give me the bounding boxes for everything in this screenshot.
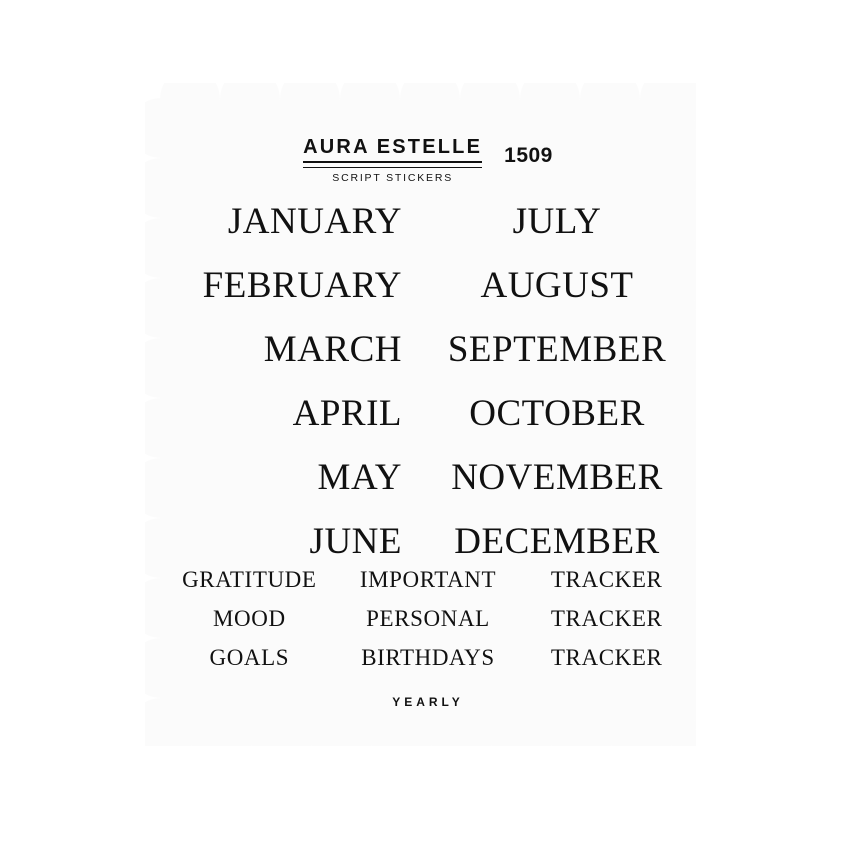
month-label: APRIL: [292, 393, 402, 434]
month-label: FEBRUARY: [202, 265, 402, 306]
brand-subtitle: SCRIPT STICKERS: [303, 167, 482, 184]
scalloped-sticker-sheet: [160, 98, 696, 746]
tracker-grid: [160, 560, 696, 677]
month-label: MARCH: [263, 329, 402, 370]
brand-name: AURA ESTELLE: [303, 136, 482, 163]
tracker-label: TRACKER: [550, 645, 663, 670]
tracker-label: TRACKER: [550, 606, 663, 631]
tracker-label: GRATITUDE: [182, 567, 317, 592]
month-label: DECEMBER: [454, 521, 660, 562]
month-label: NOVEMBER: [451, 457, 663, 498]
tracker-label: MOOD: [212, 606, 286, 631]
footer-label: YEARLY: [392, 695, 464, 709]
month-label: OCTOBER: [469, 393, 645, 434]
month-label: MAY: [317, 457, 402, 498]
months-grid: [160, 190, 696, 574]
sheet-content: [160, 98, 696, 746]
month-label: SEPTEMBER: [447, 329, 667, 370]
tracker-label: IMPORTANT: [359, 567, 497, 592]
sheet-code: 1509: [504, 144, 553, 167]
month-label: JULY: [512, 201, 602, 242]
month-label: AUGUST: [480, 265, 634, 306]
tracker-label: GOALS: [209, 645, 290, 670]
month-label: JANUARY: [227, 201, 402, 242]
tracker-label: PERSONAL: [366, 606, 490, 631]
month-label: JUNE: [309, 521, 402, 562]
tracker-label: TRACKER: [550, 567, 663, 592]
sheet-header: [160, 136, 696, 184]
brand-block: [303, 136, 482, 184]
tracker-label: BIRTHDAYS: [361, 645, 495, 670]
